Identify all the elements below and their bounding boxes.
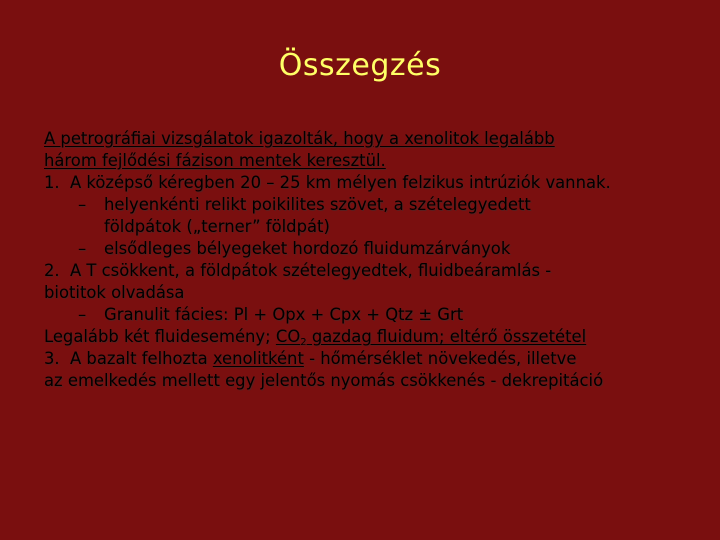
item-2 (44, 260, 684, 282)
fluid-rest: gazdag fluidum; eltérő összetétel (306, 327, 587, 346)
fluid-underlined (276, 327, 586, 346)
fluid-subscript: 2 (300, 337, 307, 348)
dash-bullet: – (78, 239, 87, 258)
item-3-number: 3. (44, 349, 60, 368)
item-2-number: 2. (44, 261, 60, 280)
item-3-post: - hőmérséklet növekedés, illetve (303, 349, 577, 368)
item-1-sub-2-text: elsődleges bélyegeket hordozó fluidumzárványok (104, 239, 511, 258)
fluid-events-line (44, 326, 684, 348)
item-2-text: A T csökkent, a földpátok szételegyedtek, fluidbeáramlás - (70, 261, 552, 280)
item-1 (44, 172, 684, 194)
item-3-pre: A bazalt felhozta (70, 349, 213, 368)
item-1-sub-2 (44, 238, 684, 260)
intro-line-2: három fejlődési fázison mentek keresztül. (44, 151, 386, 170)
item-1-sub-1-cont: földpátok („terner” földpát) (104, 217, 330, 236)
slide-body (44, 128, 684, 392)
item-3-cont: az emelkedés mellett egy jelentős nyomás csökkenés - dekrepitáció (44, 371, 604, 390)
item-2-sub-1-text: Granulit fácies: Pl + Opx + Cpx + Qtz ± Grt (104, 305, 464, 324)
dash-bullet: – (78, 195, 87, 214)
fluid-co: CO (275, 327, 301, 346)
intro-line-1: A petrográfiai vizsgálatok igazolták, hogy a xenolitok legalább (44, 129, 555, 148)
item-1-sub-1 (44, 194, 684, 216)
slide-title: Összegzés (278, 48, 442, 83)
item-2-sub-1 (44, 304, 684, 326)
dash-bullet: – (78, 305, 87, 324)
fluid-prefix: Legalább két fluidesemény; (44, 327, 276, 346)
item-3-underlined: xenolitként (212, 349, 304, 368)
item-1-text: A középső kéregben 20 – 25 km mélyen felzikus intrúziók vannak. (70, 173, 611, 192)
item-1-sub-1-text: helyenkénti relikt poikilites szövet, a szételegyedett (104, 195, 531, 214)
item-1-number: 1. (44, 173, 60, 192)
item-3 (44, 348, 684, 370)
item-2-cont: biotitok olvadása (44, 283, 185, 302)
